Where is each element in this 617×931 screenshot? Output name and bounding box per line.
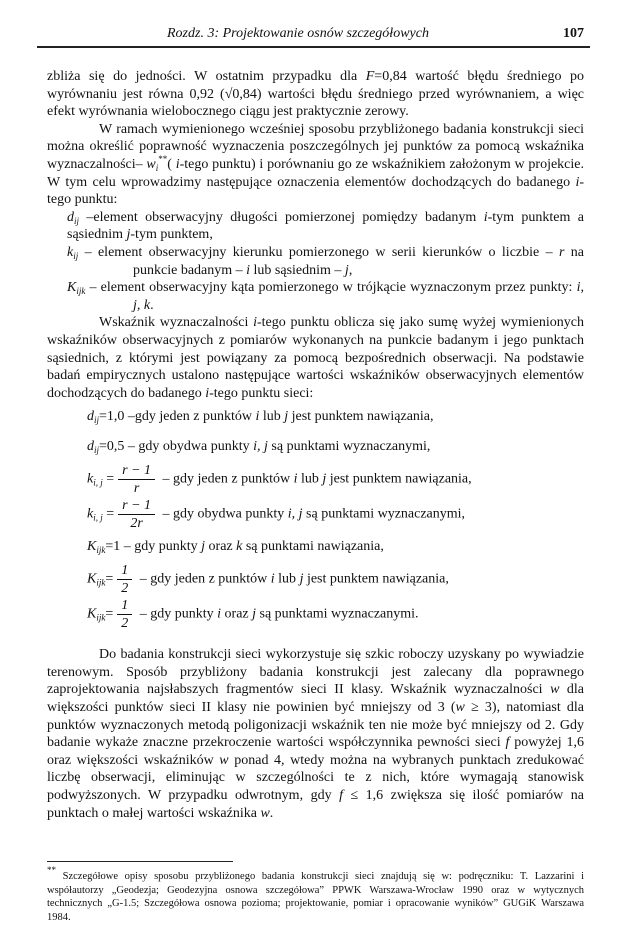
subscript: ijk [96,613,106,623]
italic-symbol: w [146,156,156,172]
text-run: są punktami nawiązania, [242,539,384,555]
italic-symbol: i [205,385,210,401]
text-run: zbliża się do jedności. W ostatnim przypadku dla [47,69,366,84]
italic-symbol: i [293,472,298,487]
subscript: i, j [93,478,103,488]
italic-symbol: i [175,156,180,172]
text-run: jest punktem nawiązania, [288,409,434,425]
fraction [117,562,132,597]
subscript: ij [94,415,100,426]
italic-symbol: w [260,805,270,821]
text-run: -tym punktem, [130,227,213,243]
text-run: – gdy jeden z punktów [136,572,271,587]
spacer [47,632,584,646]
text-run: Wskaźnik wyznaczalności [99,315,254,331]
running-header [37,26,590,48]
subscript: ij [73,250,79,261]
text-run: -tego punktu: [47,174,584,208]
italic-symbol: w [455,700,465,716]
italic-symbol: K [67,280,77,296]
italic-symbol: i [253,315,257,331]
text-run: =0,84 wartość błędu średniego po wyrównaniu jest równa 0,92 ( [47,69,585,102]
text-run: lub [274,572,300,587]
formula-line [47,462,584,497]
text-run: W ramach wymienionego wcześniej sposobu przybliżonego badania konstrukcji sieci można określić poprawność wyznaczenia poszczególnych jej punktów za pomocą wskaźnika wyznaczalności– [47,121,584,172]
italic-symbol: f [339,788,343,804]
footnote-text: Szczegółowe opisy sposobu przybliżonego badania konstrukcji sieci znajdują się w: podręczniku: T. Lazzarini i współautorzy „Geodezja; Geodezyjna osnowa szczegółowa” PPWK Warszawa-Wrocław 1990 oraz w wytycznych technicznych „G-1.5; Szczegółowa osnowa pozioma; projektowanie, pomiar i opracowanie wyników” GUGiK Warszawa 1984. [47,871,584,923]
text-run: -tym punktem a sąsiednim [67,209,584,243]
formula-line [47,562,584,597]
text-run: =1 – gdy punkty [105,539,202,555]
italic-symbol: k [236,539,243,555]
italic-symbol: f [505,735,510,751]
footnote-marker: ** [47,865,56,875]
text-run: oraz [221,607,253,622]
fraction-denominator: 2 [121,581,129,597]
fraction-numerator: r − 1 [118,497,155,515]
text-run: ≥ 3), natomiast dla punktów wyznaczonych metodą poligonizacji wskaźnik ten nie może być mniejszy od 2. Gdy badanie wykaże znaczne przekroczenie wartości współczynnika pewności sieci [47,700,584,751]
text-run: =1,0 –gdy jeden z punktów [99,409,256,425]
italic-symbol: i, j [287,507,303,522]
italic-symbol: i, j [253,439,268,455]
subscript: ij [74,215,80,226]
text-run: dla większości punktów sieci II klasy nie powinien być mniejszy od 3 ( [47,682,584,716]
paragraph [47,121,584,209]
italic-symbol: K [87,572,97,587]
italic-symbol: d [87,439,94,455]
text-run: = [102,472,115,487]
fraction [117,597,132,632]
body-text [47,68,584,822]
paragraph [47,68,584,121]
text-run: , [348,262,353,278]
text-run: powyżej 1,6 oraz większości wskaźników [47,735,584,768]
formula-line [47,432,584,462]
text-run: oraz [205,539,237,555]
fraction-denominator: 2 [121,616,129,632]
italic-symbol: j [201,539,206,555]
subscript: ijk [76,286,86,297]
definition-item [47,279,584,314]
text-run: – gdy punkty [136,607,218,622]
fraction-denominator: r [133,481,140,497]
italic-symbol: j [322,472,327,487]
italic-symbol: i [217,607,222,622]
italic-symbol: i [270,572,275,587]
italic-symbol: j [252,607,257,622]
text-run: jest punktem nawiązania, [303,572,449,587]
italic-symbol: j [344,262,349,278]
text-run: jest punktem nawiązania, [326,472,472,487]
fraction-numerator: r − 1 [118,462,155,480]
text-run: – gdy jeden z punktów [159,472,294,487]
text-run: – gdy obydwa punkty [159,507,288,522]
italic-symbol: w [550,682,560,698]
text-run: = [105,572,114,587]
italic-symbol: k [87,472,94,487]
subscript: i, j [93,513,103,523]
text-run: -tego punktu oblicza się jako sumę wyżej wymienionych wskaźników obserwacyjnych z pomiarów wykonanych na punkcie badanym i jego punktach sąsiednich, z którymi jest powiązany za pomocą bezpośrednich obserwacji. Na podstawie badań empirycznych ustalono następujące wartości wskaźników obserwacyjnych elementów dochodzących do badanego [47,315,584,401]
italic-symbol: w [219,752,229,768]
fraction [118,497,155,532]
italic-symbol: i, j, k [133,280,584,313]
paragraph [47,314,584,402]
italic-symbol: K [87,607,97,622]
italic-symbol: r [558,244,565,260]
subscript: ijk [96,578,106,588]
text-run: √0,84 [224,86,257,102]
italic-symbol: j [126,227,131,243]
text-run: na punkcie badanym – [133,244,585,278]
italic-symbol: K [87,539,97,555]
formula-line [47,402,584,432]
text-run: są punktami wyznaczanymi. [256,607,419,622]
text-run: =0,5 – gdy obydwa punkty [99,439,254,455]
paragraph [47,646,584,822]
fraction [118,462,155,497]
italic-symbol: k [87,507,94,522]
italic-symbol: i [246,262,251,278]
footnote-divider [47,861,233,862]
subscript: ijk [96,545,106,556]
text-run: – element obserwacyjny kierunku pomierzonego w serii kierunków o liczbie – [78,244,559,260]
italic-symbol: F [365,69,375,84]
text-run: -tego punktu sieci: [209,385,314,401]
text-run: Do badania konstrukcji sieci wykorzystuje się szkic roboczy uzyskany po wywiadzie terenowym. Sposób przybliżony badania konstrukcji jest zalecany dla poprawnego zaprojektowania najsłabszych fragmentów sieci II klasy. Wskaźnik wyznaczalności [47,647,584,698]
italic-symbol: i [575,174,580,190]
text-run: . [150,297,154,313]
formula-line [47,497,584,532]
text-run: lub [259,409,285,425]
text-run: ≤ 1,6 zwiększa się ilość pomiarów na punktach o małej wartości wskaźnika [47,788,584,821]
text-run: . [269,805,274,821]
page-number: 107 [563,26,584,41]
fraction-numerator: 1 [117,597,132,615]
text-run: – element obserwacyjny kąta pomierzonego w trójkącie wyznaczonym przez punkty: [85,280,577,296]
text-run: lub sąsiednim – [250,262,345,278]
superscript: ** [158,153,168,164]
formula-line [47,532,584,562]
text-run: = [102,507,115,522]
text-run: = [105,607,114,622]
text-run: ( [167,156,176,172]
text-run: ponad 4, wtedy można na wybranych punktach zredukować liczbę obserwacji, eliminując w szczególności te z nich, które wymagają stanowisk podwyższonych. W przypadku odwrotnym, gdy [47,752,584,804]
text-run: są punktami wyznaczanymi, [267,439,431,455]
footnote [47,865,584,924]
fraction-numerator: 1 [117,562,132,580]
text-run: lub [297,472,323,487]
italic-symbol: d [87,409,94,425]
italic-symbol: d [67,209,74,225]
italic-symbol: i [255,409,260,425]
fraction-denominator: 2r [130,516,143,532]
definition-item [47,244,584,279]
formula-line [47,597,584,632]
text-run: –element obserwacyjny długości pomierzonej pomiędzy badanym [79,209,484,225]
text-run: ) wartości błędu średniego przed wyrównaniem, a więc efekt wyrównania wielobocznego ciągu jest praktycznie zerowy. [47,86,584,120]
italic-symbol: k [67,244,74,260]
italic-symbol: j [284,409,289,425]
subscript: i [155,162,159,173]
definition-item [47,209,584,244]
chapter-title: Rozdz. 3: Projektowanie osnów szczegółowych [167,26,429,41]
italic-symbol: i [483,209,488,225]
text-run: są punktami wyznaczanymi, [302,507,466,522]
subscript: ij [94,445,100,456]
text-run: -tego punktu) i porównaniu go ze wskaźnikiem założonym w projekcie. W tym celu wprowadzimy następujące oznaczenia elementów dochodzących do badanego [47,156,584,190]
italic-symbol: j [299,572,304,587]
